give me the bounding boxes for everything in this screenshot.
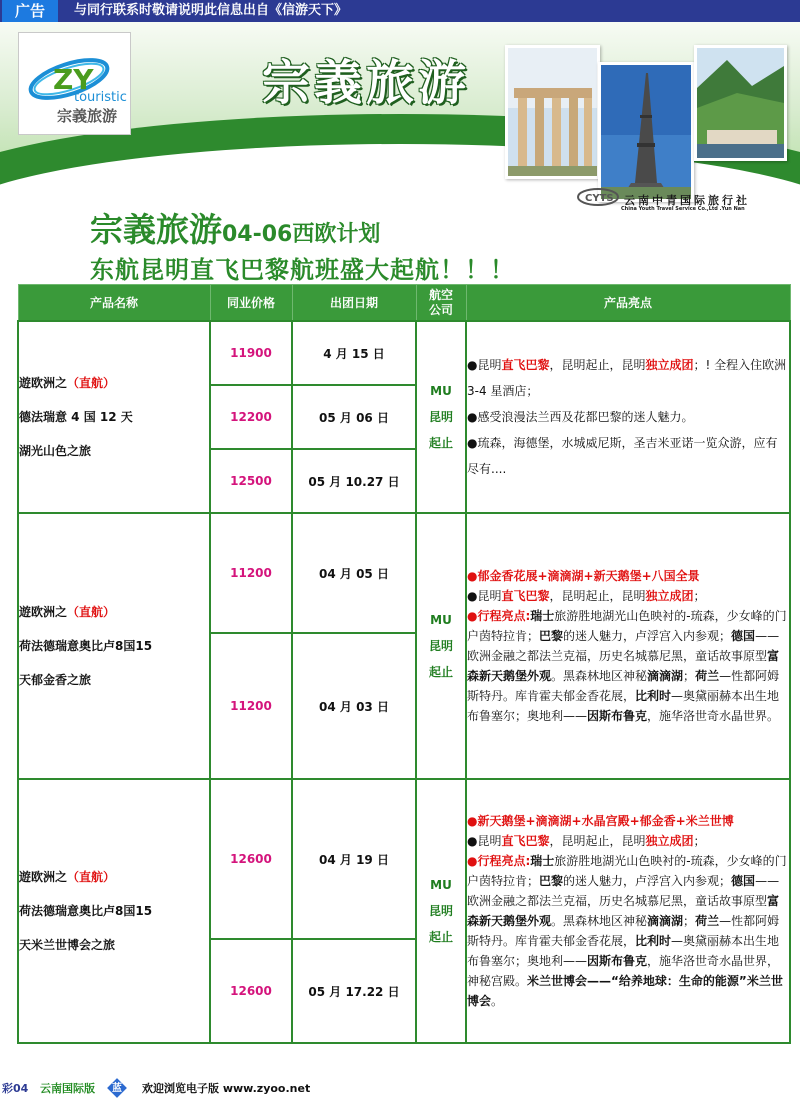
svg-text:CYTS: CYTS [585, 193, 614, 204]
date-cell: 05 月 06 日 [292, 385, 416, 449]
photo-temple [505, 45, 600, 179]
header-product: 产品名称 [18, 285, 210, 322]
schedule-table [17, 284, 791, 1044]
highlight-line: ●昆明直飞巴黎，昆明起止，昆明独立成团； [467, 834, 706, 848]
product-name [18, 321, 210, 513]
page-number: 彩04 [2, 1082, 29, 1095]
airline-note: 起止 [428, 930, 453, 944]
company-logo [18, 32, 131, 135]
logo-en: touristic [74, 90, 127, 105]
airline-code: MU [430, 613, 452, 627]
date-cell: 04 月 03 日 [292, 633, 416, 779]
table-header-row [18, 285, 790, 322]
airline-city: 昆明 [428, 639, 453, 653]
website-link[interactable]: 欢迎浏览电子版 www.zyoo.net [142, 1082, 311, 1095]
price-cell: 11200 [210, 513, 292, 633]
highlights-cell [466, 321, 790, 513]
highlight-line: ●琉森，海德堡，水城威尼斯，圣吉米亚诺一览众游，应有尽有.... [467, 436, 778, 476]
airline-cell [416, 779, 466, 1043]
header-highlights: 产品亮点 [466, 285, 790, 322]
highlights-cell [466, 779, 790, 1043]
table-row [18, 513, 790, 633]
highlight-line: ●行程亮点:瑞士旅游胜地湖光山色映衬的-琉森，少女峰的门户茵特拉肯；巴黎的迷人魅力，卢浮宫入内参观；德国——欧洲金融之都法兰克福，历史名城慕尼黑，童话故事原型富森新天鹅堡外观。黑森林地区神秘滴滴湖；荷兰—性都阿姆斯特丹。库肯霍夫郁金香花展，比利时—奥黛丽赫本出生地布鲁塞尔；奥地利——因斯布鲁克，施华洛世奇水晶世界。 [467, 609, 787, 723]
product-direct: （直航） [67, 870, 116, 884]
product-direct: （直航） [67, 376, 116, 390]
airline-city: 昆明 [428, 410, 453, 424]
airline-note: 起止 [428, 665, 453, 679]
product-prefix: 遊欧洲之 [19, 605, 68, 619]
airline-note: 起止 [428, 436, 453, 450]
header-price: 同业价格 [210, 285, 292, 322]
airline-code: MU [430, 878, 452, 892]
edition-label: 云南国际版 [40, 1082, 95, 1095]
logo-rings-icon [19, 33, 130, 134]
highlight-line: ●昆明直飞巴黎，昆明起止，昆明独立成团；! 全程入住欧洲 3-4 星酒店； [467, 358, 787, 398]
date-cell: 4 月 15 日 [292, 321, 416, 385]
header-date: 出团日期 [292, 285, 416, 322]
source-notice: 与同行联系时敬请说明此信息出自《信游天下》 [74, 3, 348, 18]
agency-en: China Youth Travel Service Co.,Ltd .Yun Nan [621, 206, 745, 212]
photo-village [694, 45, 787, 161]
logo-cn: 宗義旅游 [57, 107, 118, 125]
product-direct: （直航） [67, 605, 116, 619]
table-row [18, 321, 790, 385]
product-route: 荷法德瑞意奥比卢8国15 [19, 639, 153, 653]
product-theme: 天郁金香之旅 [19, 673, 92, 687]
price-cell: 11200 [210, 633, 292, 779]
footer [0, 1078, 800, 1100]
headline-plan [90, 204, 380, 251]
ad-tag: 广告 [2, 0, 58, 22]
highlight-line: ●昆明直飞巴黎，昆明起止，昆明独立成团； [467, 589, 706, 603]
price-cell: 11900 [210, 321, 292, 385]
product-route: 荷法德瑞意奥比卢8国15 [19, 904, 153, 918]
headline-brand: 宗義旅游 [90, 210, 222, 249]
highlights-cell [466, 513, 790, 779]
edition-badge: 蓝 [112, 1083, 122, 1094]
highlight-line: ●行程亮点:瑞士旅游胜地湖光山色映衬的-琉森，少女峰的门户茵特拉肯；巴黎的迷人魅力，卢浮宫入内参观；德国——欧洲金融之都法兰克福，历史名城慕尼黑，童话故事原型富森新天鹅堡外观。黑森林地区神秘滴滴湖；荷兰—性都阿姆斯特丹。库肯霍夫郁金香花展，比利时—奥黛丽赫本出生地布鲁塞尔；奥地利——因斯布鲁克，施华洛世奇水晶世界，神秘宫殿。米兰世博会——“给养地球：生命的能源”米兰世博会。 [467, 854, 787, 1008]
price-cell: 12600 [210, 779, 292, 939]
brand-title: 宗義旅游 [262, 55, 471, 111]
product-name [18, 779, 210, 1043]
price-cell: 12500 [210, 449, 292, 513]
feature-line: ●郁金香花展+滴滴湖+新天鹅堡+八国全景 [467, 569, 700, 583]
headline-plan-text: 04-06西欧计划 [222, 222, 381, 247]
photo-eiffel [598, 62, 694, 202]
date-cell: 05 月 17.22 日 [292, 939, 416, 1043]
product-route: 德法瑞意 4 国 12 天 [19, 410, 133, 424]
logo-mark: ZY [53, 63, 94, 96]
agency-name: 云南中青国际旅行社 [624, 194, 750, 207]
date-cell: 05 月 10.27 日 [292, 449, 416, 513]
feature-line: ●新天鹅堡+滴滴湖+水晶宫殿+郁金香+米兰世博 [467, 814, 734, 828]
airline-city: 昆明 [428, 904, 453, 918]
highlight-line: ●感受浪漫法兰西及花都巴黎的迷人魅力。 [467, 410, 694, 424]
banner [0, 22, 800, 212]
product-theme: 湖光山色之旅 [19, 444, 92, 458]
date-cell: 04 月 19 日 [292, 779, 416, 939]
product-prefix: 遊欧洲之 [19, 376, 68, 390]
airline-cell [416, 321, 466, 513]
agency-logo-icon [576, 187, 620, 207]
price-cell: 12200 [210, 385, 292, 449]
product-prefix: 遊欧洲之 [19, 870, 68, 884]
date-cell: 04 月 05 日 [292, 513, 416, 633]
headline-flight: 东航昆明直飞巴黎航班盛大起航！！！ [90, 256, 515, 284]
table-row [18, 779, 790, 939]
product-name [18, 513, 210, 779]
price-cell: 12600 [210, 939, 292, 1043]
airline-code: MU [430, 384, 452, 398]
product-theme: 天米兰世博会之旅 [19, 938, 116, 952]
header-airline: 航空 公司 [416, 285, 466, 322]
airline-cell [416, 513, 466, 779]
top-bar [0, 0, 800, 22]
